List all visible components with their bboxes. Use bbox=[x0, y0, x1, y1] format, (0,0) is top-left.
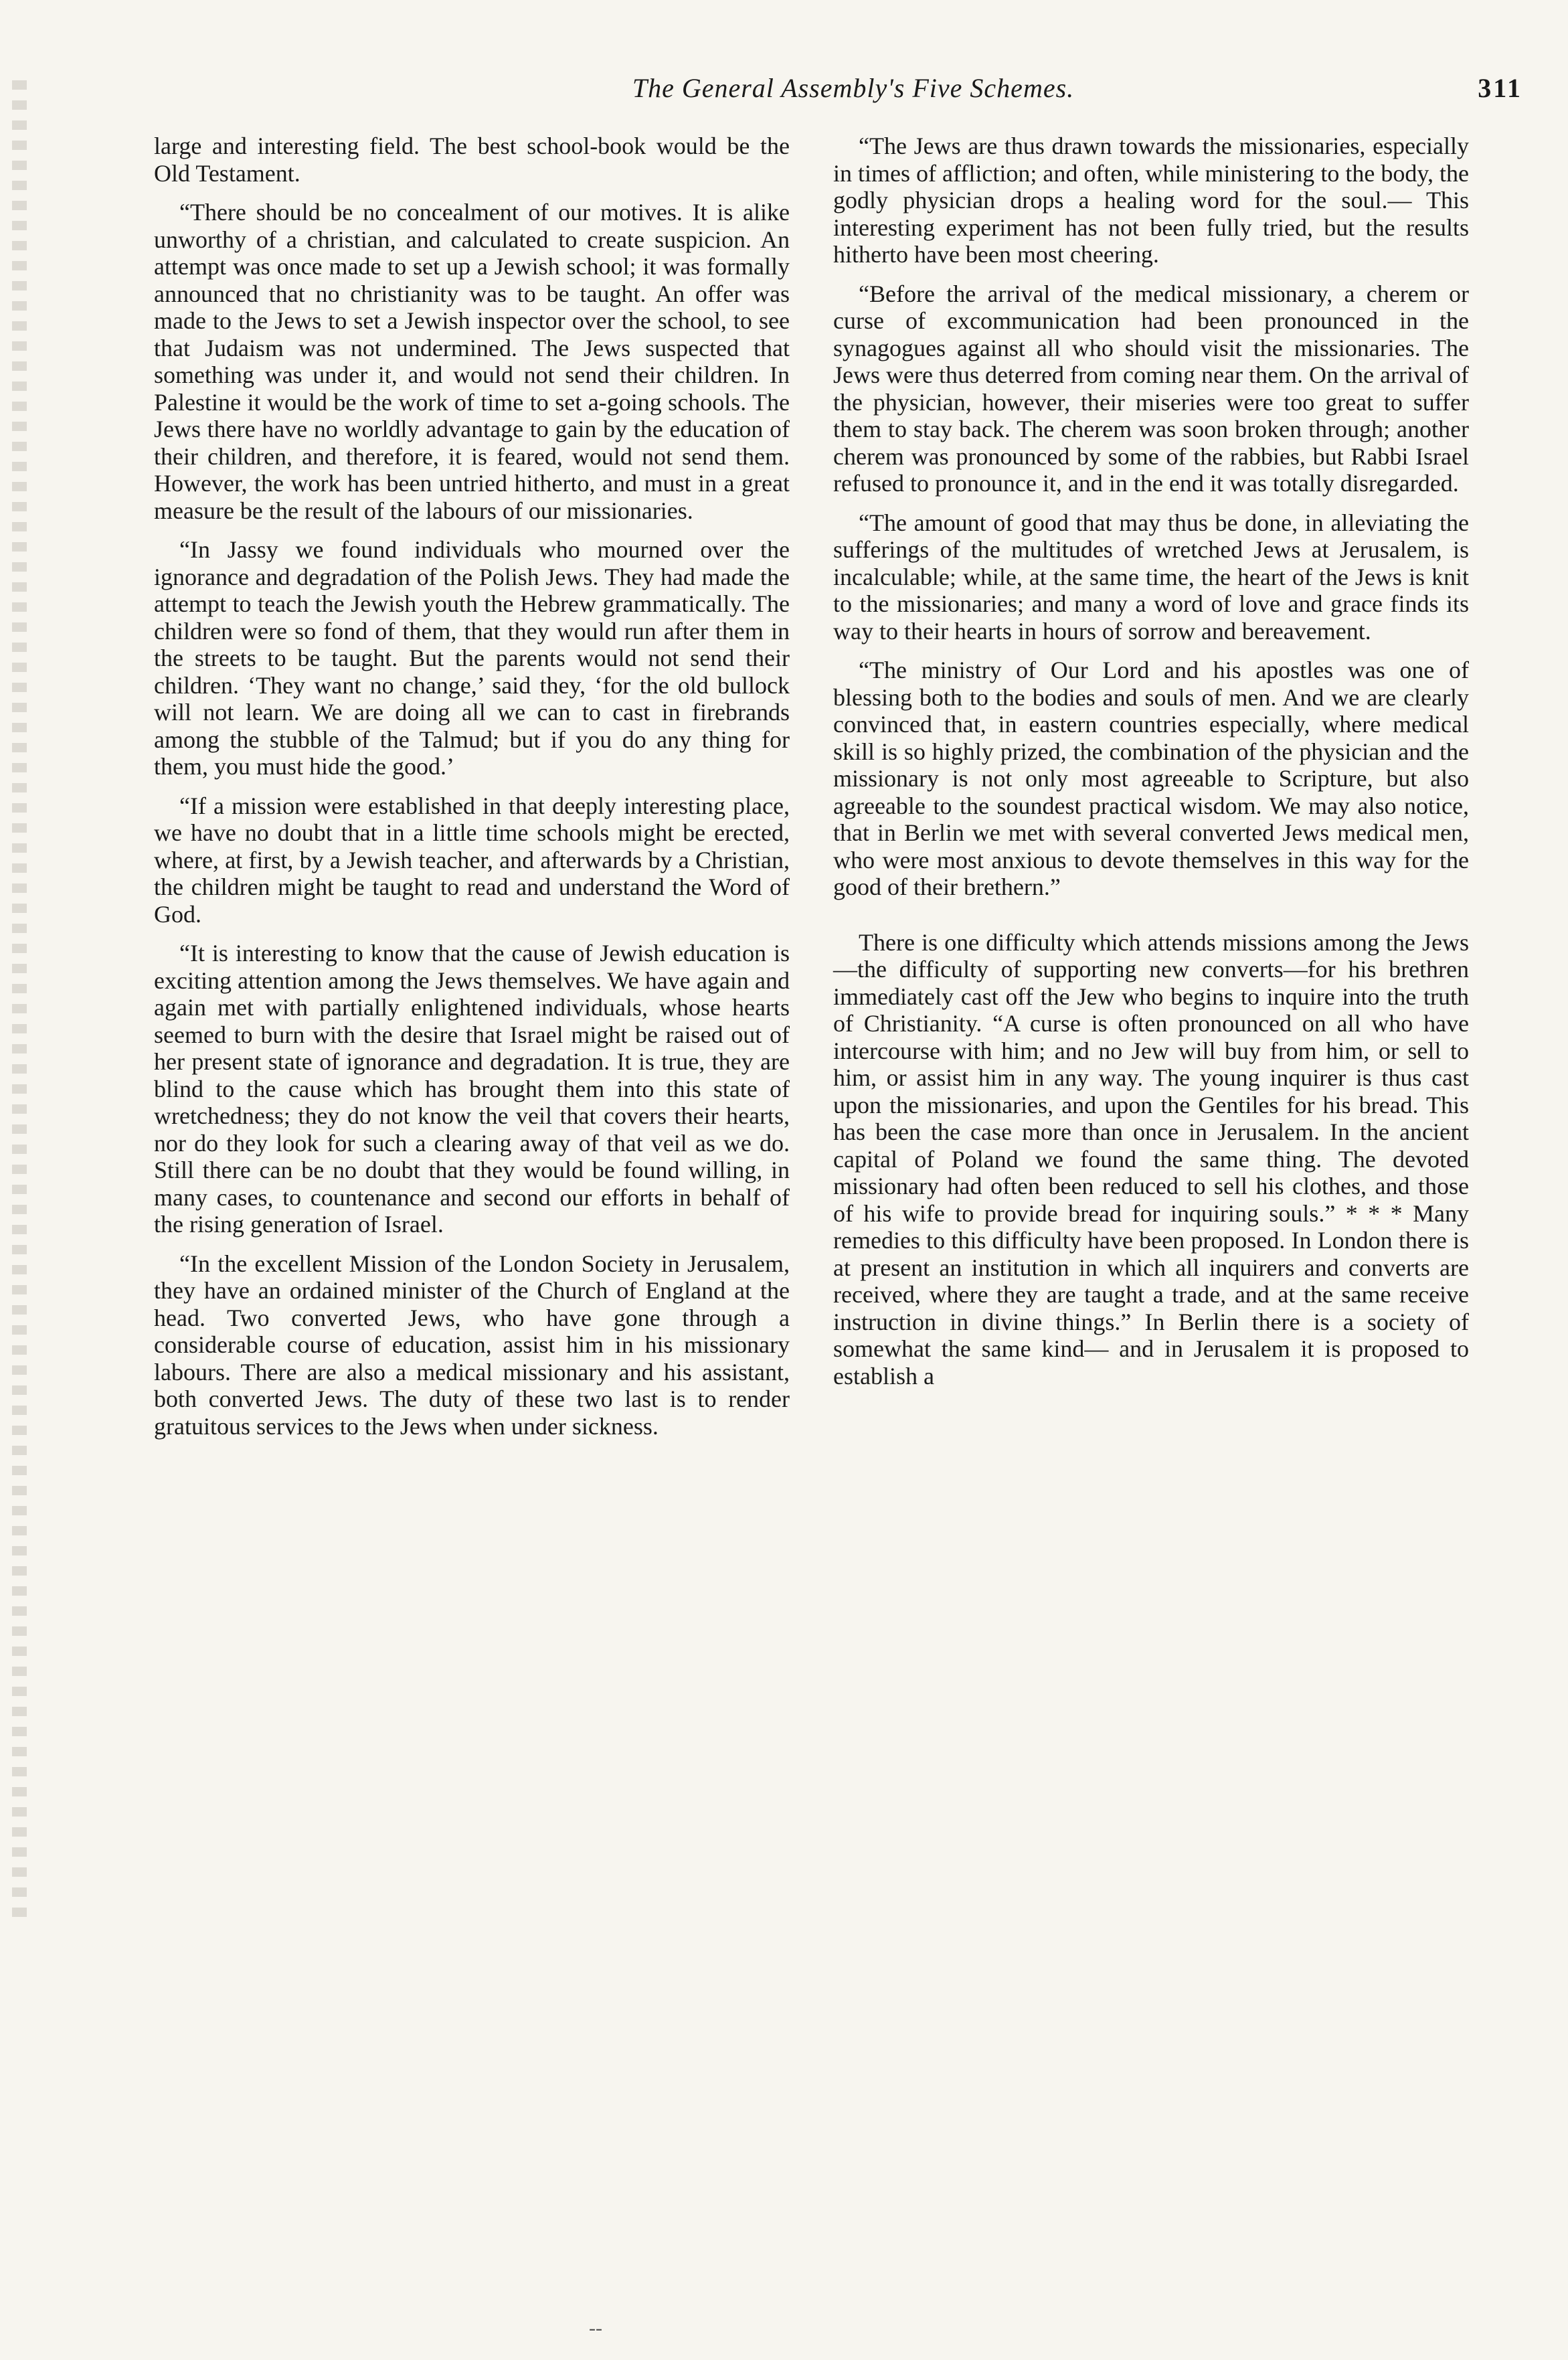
left-column bbox=[154, 133, 790, 1452]
scan-margin-artifact bbox=[12, 80, 27, 1921]
paragraph: “There should be no concealment of our motives. It is alike unworthy of a christian, and calculated to create suspicion. An attempt was once made to set up a Jewish school; it was formally announced that no christianity was to be taught. An offer was made to the Jews to set a Jewish inspector over the school, to see that Judaism was not undermined. The Jews suspected that something was under it, and would not send their children. In Palestine it would be the work of time to set a-going schools. The Jews there have no worldly advantage to gain by the education of their children, and therefore, it is feared, would not send them. However, the work has been untried hitherto, and must in a great measure be the result of the labours of our missionaries. bbox=[154, 199, 790, 524]
paragraph: “In the excellent Mission of the London Society in Jerusalem, they have an ordained minister of the Church of England at the head. Two converted Jews, who have gone through a considerable course of education, assist him in his missionary labours. There are also a medical missionary and his assistant, both converted Jews. The duty of these two last is to render gratuitous services to the Jews when under sickness. bbox=[154, 1250, 790, 1440]
paragraph: “The amount of good that may thus be done, in alleviating the sufferings of the multitudes of wretched Jews at Jerusalem, is incalculable; while, at the same time, the heart of the Jews is knit to the missionaries; and many a word of love and grace finds its way to their hearts in hours of sorrow and bereavement. bbox=[833, 509, 1469, 645]
page-header bbox=[154, 72, 1522, 119]
running-title: The General Assembly's Five Schemes. bbox=[632, 73, 1075, 103]
paragraph: “The ministry of Our Lord and his apostles was one of blessing both to the bodies and souls of men. And we are clearly convinced that, in eastern countries especially, where medical skill is so highly prized, the combination of the physician and the missionary is not only most agreeable to Scripture, but also agreeable to the soundest practical wisdom. We may also notice, that in Berlin we met with several converted Jews medical men, who were most anxious to devote themselves in this way for the good of their brethern.” bbox=[833, 657, 1469, 900]
paragraph: large and interesting field. The best school-book would be the Old Testament. bbox=[154, 133, 790, 187]
paragraph: “Before the arrival of the medical missionary, a cherem or curse of excommunication had been pronounced in the synagogues against all who should visit the missionaries. The Jews were thus deterred from coming near them. On the arrival of the physician, however, their miseries were too great to suffer them to stay back. The cherem was soon broken through; another cherem was pronounced by some of the rabbies, but Rabbi Israel refused to pronounce it, and in the end it was totally disregarded. bbox=[833, 280, 1469, 497]
paragraph: “The Jews are thus drawn towards the missionaries, especially in times of affliction; and often, while ministering to the body, the godly physician drops a healing word for the soul.— This interesting experiment has not been fully tried, but the results hitherto have been most cheering. bbox=[833, 133, 1469, 268]
footer-mark: -- bbox=[589, 2317, 602, 2339]
paragraph: “If a mission were established in that deeply interesting place, we have no doubt that in a little time schools might be erected, where, at first, by a Jewish teacher, and afterwards by a Christian, the children might be taught to read and understand the Word of God. bbox=[154, 792, 790, 928]
paragraph: “In Jassy we found individuals who mourned over the ignorance and degradation of the Polish Jews. They had made the attempt to teach the Jewish youth the Hebrew grammatically. The children were so fond of them, that they would run after them in the streets to be taught. But the parents would not send their children. ‘They want no change,’ said they, ‘for the old bullock will not learn. We are doing all we can to cast in firebrands among the stubble of the Talmud; but if you do any thing for them, you must hide the good.’ bbox=[154, 536, 790, 780]
paragraph: There is one difficulty which attends missions among the Jews—the difficulty of supporting new converts—for his brethren immediately cast off the Jew who begins to inquire into the truth of Christianity. “A curse is often pronounced on all who have intercourse with him; and no Jew will buy from him, or sell to him, or assist him in any way. The young inquirer is thus cast upon the missionaries, and upon the Gentiles for his bread. This has been the case more than once in Jerusalem. In the ancient capital of Poland we found the same thing. The devoted missionary had often been reduced to sell his clothes, and those of his wife to provide bread for inquiring souls.” * * * Many remedies to this difficulty have been proposed. In London there is at present an institution in which all inquirers and converts are received, where they are taught a trade, and at the same receive instruction in divine things.” In Berlin there is a society of somewhat the same kind— and in Jerusalem it is proposed to establish a bbox=[833, 928, 1469, 1389]
page-number: 311 bbox=[1478, 73, 1522, 103]
right-column bbox=[833, 133, 1469, 1402]
paragraph: “It is interesting to know that the cause of Jewish education is exciting attention among the Jews themselves. We have again and again met with partially enlightened individuals, whose hearts seemed to burn with the desire that Israel might be raised out of her present state of ignorance and degradation. It is true, they are blind to the cause which has brought them into this state of wretchedness; they do not know the veil that covers their hearts, nor do they look for such a clearing away of that veil as we do. Still there can be no doubt that they would be found willing, in many cases, to countenance and second our efforts in behalf of the rising generation of Israel. bbox=[154, 940, 790, 1238]
